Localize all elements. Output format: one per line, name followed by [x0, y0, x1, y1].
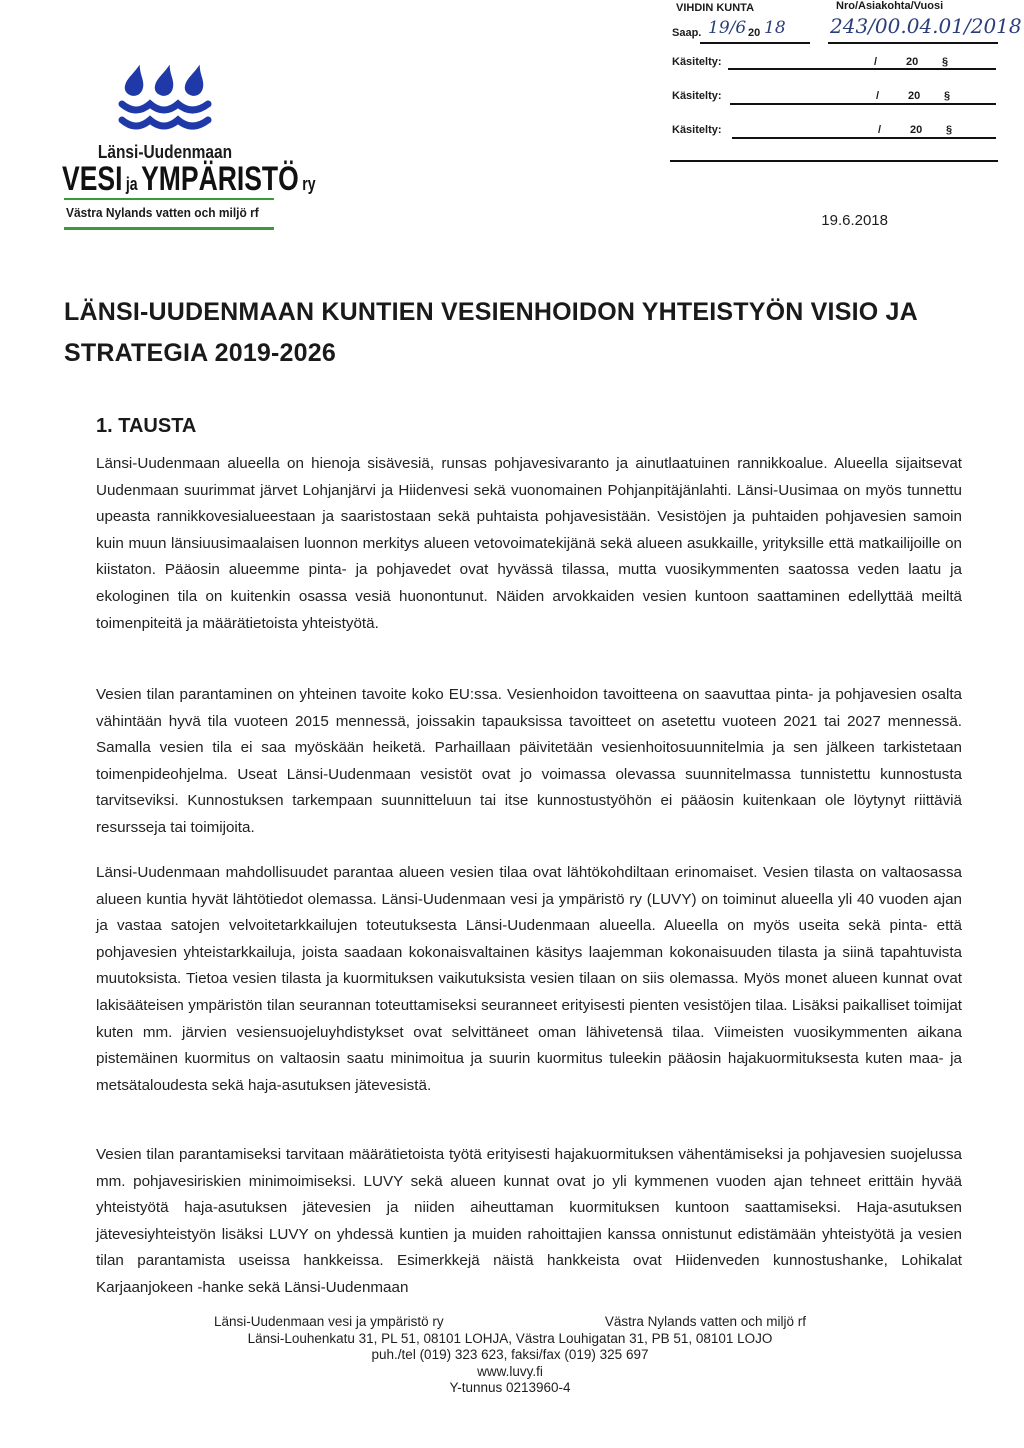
stamp-handled-label: Käsitelty: [672, 90, 722, 102]
stamp-received-date: 19/6 [708, 18, 747, 38]
stamp-received-year: 18 [764, 18, 786, 38]
footer-address: Länsi-Louhenkatu 31, PL 51, 08101 LOHJA, Västra Louhigatan 31, PB 51, 08101 LOJO [247, 1330, 773, 1346]
stamp-received-year-prefix: 20 [748, 27, 761, 39]
logo-word-vesi: VESI [62, 160, 123, 198]
stamp-handled-slash: / [876, 90, 880, 102]
stamp-handled-label: Käsitelty: [672, 56, 722, 68]
logo-main-text [62, 160, 316, 199]
logo-name-line: Länsi-Uudenmaan [97, 142, 233, 162]
stamp-reference-label: Nro/Asiakohta/Vuosi [836, 0, 944, 12]
stamp-bottom-rule [670, 160, 998, 162]
paragraph: Länsi-Uudenmaan mahdollisuudet parantaa alueen vesien tilaa ovat lähtökohdiltaan erinomaiset. Vesien tilasta on valtaosassa alueen kuntia hyvät lähtötiedot olemassa. Länsi-Uudenmaan vesi ja ympäristö ry (LUVY) on toiminut alueella yli 40 vuoden ajan ja vastaa satojen velvoitetarkkailujen toteutuksesta Länsi-Uudenmaan alueella. Alueella on myös useita sekä pinta- että pohjavesien yhteistarkkailuja, joista saadaan kokonaisvaltainen käsitys laajemman kokonaisuuden tilasta ja siinä tapahtuvista muutoksista. Tietoa vesien tilasta ja kuormituksen vaikutuksista vesien tilaan on siis olemassa. Myös monet alueen kunnat ovat lakisääteisen ympäristön tilan seurannan toteuttamiseksi seuranneet erityisesti pienten vesistöjen tilaa. Lisäksi paikalliset toimijat kuten mm. järvien vesiensuojeluyhdistykset ovat selvittäneet oman lähivetensä tilaa. Viimeisten vuosikymmenten aikana pistemäinen kuormitus on valtaosin saatu minimoitua ja suurin kuormitus tuleekin pääosin hajakuormituksesta kuten maa- ja metsätaloudesta sekä haja-asutuksen jätevesistä. [96, 864, 962, 1094]
document-title: LÄNSI-UUDENMAAN KUNTIEN VESIENHOIDON YHTEISTYÖN VISIO JA STRATEGIA 2019-2026 [64, 298, 917, 367]
stamp-handled-year: 20 [906, 56, 919, 68]
logo-divider-bottom [64, 227, 274, 230]
stamp-handled-underline [732, 137, 996, 139]
document-date: 19.6.2018 [821, 212, 888, 229]
footer-org-names [214, 1314, 806, 1331]
logo-swedish-line: Västra Nylands vatten och miljö rf [66, 205, 259, 220]
logo-word-ja: ja [125, 174, 138, 194]
stamp-received-underline [700, 42, 810, 44]
footer-business-id: Y-tunnus 0213960-4 [449, 1380, 571, 1395]
stamp-municipality: VIHDIN KUNTA [676, 2, 755, 14]
footer-org-sv: Västra Nylands vatten och miljö rf [604, 1314, 806, 1329]
logo-word-ry: ry [302, 174, 316, 194]
logo-word-ymparisto: YMPÄRISTÖ [141, 160, 299, 198]
paragraph: Vesien tilan parantaminen on yhteinen tavoite koko EU:ssa. Vesienhoidon tavoitteena on saavuttaa pinta- ja pohjavesien osalta vähintään hyvä tila vuoteen 2015 mennessä, joissakin tapauksissa tavoitteet on asetettu vuoteen 2021 tai 2027 mennessä. Samalla vesien tila ei saa myöskään heiketä. Parhaillaan päivitetään vesienhoitosuunnitelmia ja sen jälkeen tarkistetaan toimenpideohjelma. Useat Länsi-Uudenmaan vesistöt ovat jo voimassa olevassa suunnitelmassa tunnistettu kunnostusta tarvitseviksi. Kunnostuksen tarkempaan suunnitteluun tai itse kunnostustyöhön ei pääosin kuitenkaan ole löytynyt riittäviä resursseja tai toimijoita. [96, 686, 962, 836]
stamp-handled-underline [730, 103, 996, 105]
stamp-handled-slash: / [874, 56, 878, 68]
footer-org-fi: Länsi-Uudenmaan vesi ja ympäristö ry [214, 1314, 444, 1329]
logo-divider-top [64, 198, 274, 200]
stamp-handled-row [672, 124, 1002, 144]
paragraph: Länsi-Uudenmaan alueella on hienoja sisävesiä, runsas pohjavesivaranto ja ainutlaatuinen rannikkoalue. Alueella sijaitsevat Uudenmaan suurimmat järvet Lohjanjärvi ja Hiidenvesi sekä vuonomainen Pohjanpitäjänlahti. Länsi-Uusimaa on myös tunnettu upeasta rannikkovesialueestaan ja saaristostaan sekä puhtaista pohjavesistään. Vesistöjen ja puhtaiden pohjavesien samoin kuin muun länsiuusimaalaisen luonnon merkitys alueen vetovoimatekijänä sekä alueen asukkaille, yrityksille että matkailijoille on kiistaton. Pääosin alueemme pinta- ja pohjavedet ovat hyvässä tilassa, mutta vuosikymmenten saatossa veden laatu ja ekologinen tila on kuitenkin osassa vesiä huonontunut. Näiden arvokkaiden vesien kuntoon saattaminen edellyttää meiltä toimenpiteitä ja määrätietoista yhteistyötä. [96, 455, 962, 632]
stamp-handled-section: § [944, 90, 951, 102]
stamp-handled-section: § [946, 124, 953, 136]
stamp-reference-number: 243/00.04.01/2018 [830, 14, 1022, 38]
stamp-handled-row [672, 56, 1002, 76]
stamp-reference-underline [828, 42, 998, 44]
page-footer [180, 1314, 840, 1397]
footer-phone: puh./tel (019) 323 623, faksi/fax (019) 325 697 [371, 1347, 649, 1362]
paragraph: Vesien tilan parantamiseksi tarvitaan määrätietoista työtä erityisesti hajakuormituksen vähentämiseksi ja pohjavesien suojelussa mm. pohjavesiriskien minimoimiseksi. LUVY sekä alueen kunnat ovat jo yli kymmenen vuoden ajan tehneet erittäin hyvää yhteistyötä haja-asutuksen jätevesien ja niiden aiheuttaman kuormituksen kuntoon saattamiseksi. Haja-asutuksen jätevesiyhteistyön lisäksi LUVY on yhdessä kuntien ja muiden rahoittajien kanssa onnistunut edistämään yhteistyötä ja vesien tilan parantamista useissa hankkeissa. Esimerkkejä näistä hankkeista ovat Hiidenveden kunnostushanke, Lohikalat Karjaanjokeen -hanke sekä Länsi-Uudenmaan [96, 1146, 962, 1296]
stamp-handled-section: § [942, 56, 949, 68]
section-heading: 1. TAUSTA [96, 415, 197, 437]
stamp-handled-underline [728, 68, 996, 70]
stamp-handled-year: 20 [910, 124, 923, 136]
stamp-handled-year: 20 [908, 90, 921, 102]
stamp-handled-row [672, 90, 1002, 110]
stamp-handled-label: Käsitelty: [672, 124, 722, 136]
footer-website-link[interactable]: www.luvy.fi [477, 1363, 543, 1379]
stamp-received-label: Saap. [672, 27, 702, 39]
water-waves-icon [118, 58, 214, 134]
stamp-handled-slash: / [878, 124, 882, 136]
